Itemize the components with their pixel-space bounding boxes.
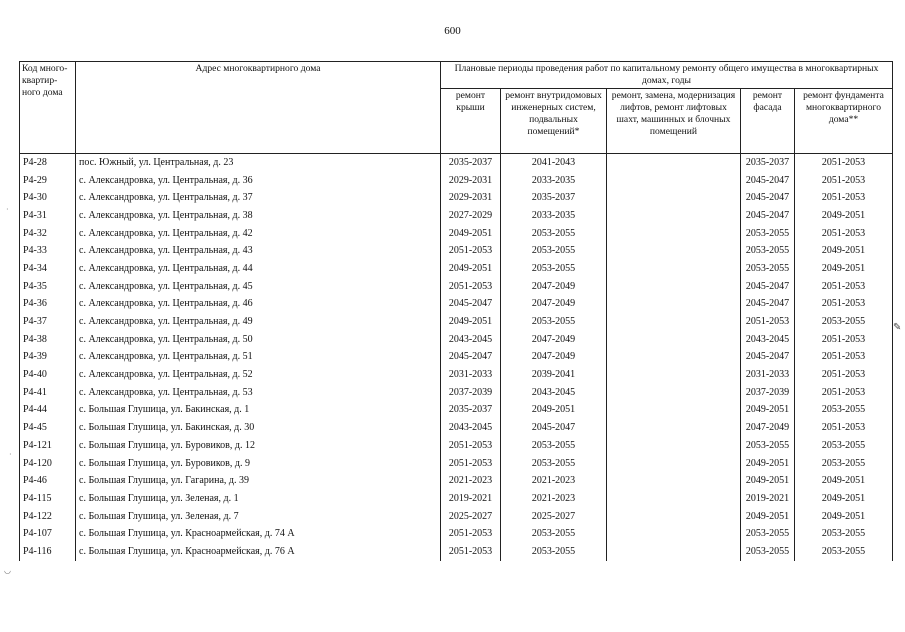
table-header — [20, 62, 893, 154]
cell-address: с. Большая Глушица, ул. Гагарина, д. 39 — [76, 472, 441, 490]
table-row — [20, 366, 893, 384]
cell-address: с. Александровка, ул. Центральная, д. 38 — [76, 207, 441, 225]
cell-roof: 2045-2047 — [441, 349, 501, 367]
cell-code: Р4-45 — [20, 419, 76, 437]
cell-foundation: 2051-2053 — [795, 189, 893, 207]
header-internal: ремонт внутридомовых инженерных систем, подвальных помещений* — [501, 89, 607, 154]
header-roof: ремонт крыши — [441, 89, 501, 154]
cell-roof: 2021-2023 — [441, 472, 501, 490]
capital-repair-table — [19, 61, 893, 561]
cell-elevators — [607, 525, 741, 543]
cell-internal: 2021-2023 — [501, 472, 607, 490]
cell-internal: 2039-2041 — [501, 366, 607, 384]
cell-code: Р4-107 — [20, 525, 76, 543]
table-row — [20, 508, 893, 526]
cell-roof: 2051-2053 — [441, 455, 501, 473]
table-row — [20, 384, 893, 402]
page-number: 600 — [444, 25, 461, 37]
cell-facade: 2031-2033 — [741, 366, 795, 384]
cell-code: Р4-46 — [20, 472, 76, 490]
cell-foundation: 2053-2055 — [795, 313, 893, 331]
cell-internal: 2045-2047 — [501, 419, 607, 437]
cell-foundation: 2049-2051 — [795, 242, 893, 260]
cell-facade: 2049-2051 — [741, 472, 795, 490]
cell-foundation: 2053-2055 — [795, 437, 893, 455]
scan-mark: ✎ — [893, 322, 902, 333]
cell-roof: 2051-2053 — [441, 278, 501, 296]
cell-roof: 2049-2051 — [441, 260, 501, 278]
cell-code: Р4-37 — [20, 313, 76, 331]
cell-internal: 2047-2049 — [501, 331, 607, 349]
cell-internal: 2043-2045 — [501, 384, 607, 402]
table-row — [20, 437, 893, 455]
cell-address: с. Большая Глушица, ул. Красноармейская, д. 76 А — [76, 543, 441, 561]
cell-code: Р4-36 — [20, 296, 76, 314]
cell-code: Р4-34 — [20, 260, 76, 278]
cell-internal: 2041-2043 — [501, 154, 607, 172]
cell-code: Р4-32 — [20, 225, 76, 243]
cell-foundation: 2053-2055 — [795, 402, 893, 420]
cell-elevators — [607, 225, 741, 243]
cell-facade: 2045-2047 — [741, 349, 795, 367]
cell-roof: 2029-2031 — [441, 189, 501, 207]
cell-address: с. Александровка, ул. Центральная, д. 50 — [76, 331, 441, 349]
cell-code: Р4-28 — [20, 154, 76, 172]
cell-internal: 2049-2051 — [501, 402, 607, 420]
cell-foundation: 2049-2051 — [795, 472, 893, 490]
cell-foundation: 2053-2055 — [795, 525, 893, 543]
cell-address: с. Александровка, ул. Центральная, д. 52 — [76, 366, 441, 384]
cell-foundation: 2049-2051 — [795, 508, 893, 526]
cell-elevators — [607, 366, 741, 384]
cell-elevators — [607, 419, 741, 437]
cell-roof: 2051-2053 — [441, 543, 501, 561]
cell-facade: 2051-2053 — [741, 313, 795, 331]
table-row — [20, 296, 893, 314]
cell-code: Р4-115 — [20, 490, 76, 508]
cell-foundation: 2051-2053 — [795, 419, 893, 437]
cell-roof: 2043-2045 — [441, 331, 501, 349]
cell-facade: 2045-2047 — [741, 296, 795, 314]
cell-code: Р4-120 — [20, 455, 76, 473]
cell-facade: 2049-2051 — [741, 402, 795, 420]
cell-elevators — [607, 278, 741, 296]
cell-facade: 2053-2055 — [741, 260, 795, 278]
cell-address: с. Большая Глушица, ул. Зеленая, д. 7 — [76, 508, 441, 526]
cell-elevators — [607, 437, 741, 455]
cell-roof: 2025-2027 — [441, 508, 501, 526]
cell-facade: 2053-2055 — [741, 543, 795, 561]
cell-elevators — [607, 331, 741, 349]
cell-foundation: 2051-2053 — [795, 296, 893, 314]
cell-elevators — [607, 313, 741, 331]
cell-address: с. Александровка, ул. Центральная, д. 53 — [76, 384, 441, 402]
table-row — [20, 189, 893, 207]
cell-address: с. Александровка, ул. Центральная, д. 37 — [76, 189, 441, 207]
cell-code: Р4-31 — [20, 207, 76, 225]
cell-facade: 2045-2047 — [741, 278, 795, 296]
cell-facade: 2045-2047 — [741, 189, 795, 207]
header-code: Код много-квартир-ного дома — [20, 62, 76, 154]
cell-internal: 2033-2035 — [501, 207, 607, 225]
table-row — [20, 525, 893, 543]
cell-elevators — [607, 543, 741, 561]
header-address: Адрес многоквартирного дома — [76, 62, 441, 154]
cell-address: с. Большая Глушица, ул. Буровиков, д. 9 — [76, 455, 441, 473]
cell-roof: 2045-2047 — [441, 296, 501, 314]
cell-roof: 2049-2051 — [441, 313, 501, 331]
cell-address: с. Большая Глушица, ул. Зеленая, д. 1 — [76, 490, 441, 508]
header-elevators: ремонт, замена, модернизация лифтов, ремонт лифтовых шахт, машинных и блочных помещений — [607, 89, 741, 154]
cell-roof: 2037-2039 — [441, 384, 501, 402]
cell-internal: 2053-2055 — [501, 543, 607, 561]
cell-address: с. Александровка, ул. Центральная, д. 45 — [76, 278, 441, 296]
cell-elevators — [607, 154, 741, 172]
cell-elevators — [607, 189, 741, 207]
cell-address: с. Александровка, ул. Центральная, д. 43 — [76, 242, 441, 260]
cell-elevators — [607, 455, 741, 473]
cell-facade: 2053-2055 — [741, 437, 795, 455]
cell-internal: 2035-2037 — [501, 189, 607, 207]
cell-facade: 2045-2047 — [741, 172, 795, 190]
cell-foundation: 2051-2053 — [795, 366, 893, 384]
cell-elevators — [607, 472, 741, 490]
cell-elevators — [607, 508, 741, 526]
table-row — [20, 278, 893, 296]
cell-internal: 2047-2049 — [501, 296, 607, 314]
table-row — [20, 349, 893, 367]
cell-code: Р4-30 — [20, 189, 76, 207]
cell-internal: 2047-2049 — [501, 278, 607, 296]
table-row — [20, 207, 893, 225]
cell-internal: 2053-2055 — [501, 313, 607, 331]
scan-mark: · — [6, 205, 9, 214]
table-row — [20, 260, 893, 278]
cell-elevators — [607, 172, 741, 190]
cell-address: с. Александровка, ул. Центральная, д. 44 — [76, 260, 441, 278]
cell-elevators — [607, 402, 741, 420]
cell-internal: 2047-2049 — [501, 349, 607, 367]
cell-foundation: 2051-2053 — [795, 225, 893, 243]
table-row — [20, 419, 893, 437]
cell-facade: 2053-2055 — [741, 525, 795, 543]
cell-facade: 2035-2037 — [741, 154, 795, 172]
cell-code: Р4-33 — [20, 242, 76, 260]
cell-code: Р4-40 — [20, 366, 76, 384]
cell-facade: 2053-2055 — [741, 242, 795, 260]
cell-code: Р4-122 — [20, 508, 76, 526]
cell-facade: 2043-2045 — [741, 331, 795, 349]
table-row — [20, 225, 893, 243]
cell-foundation: 2049-2051 — [795, 260, 893, 278]
cell-code: Р4-38 — [20, 331, 76, 349]
cell-roof: 2035-2037 — [441, 154, 501, 172]
cell-address: с. Александровка, ул. Центральная, д. 51 — [76, 349, 441, 367]
table-row — [20, 490, 893, 508]
cell-address: с. Александровка, ул. Центральная, д. 46 — [76, 296, 441, 314]
cell-address: с. Александровка, ул. Центральная, д. 49 — [76, 313, 441, 331]
cell-code: Р4-35 — [20, 278, 76, 296]
cell-roof: 2027-2029 — [441, 207, 501, 225]
cell-code: Р4-116 — [20, 543, 76, 561]
cell-internal: 2053-2055 — [501, 525, 607, 543]
cell-roof: 2049-2051 — [441, 225, 501, 243]
cell-roof: 2031-2033 — [441, 366, 501, 384]
cell-internal: 2021-2023 — [501, 490, 607, 508]
cell-address: с. Александровка, ул. Центральная, д. 42 — [76, 225, 441, 243]
header-facade: ремонт фасада — [741, 89, 795, 154]
table-row — [20, 543, 893, 561]
cell-internal: 2033-2035 — [501, 172, 607, 190]
header-periods: Плановые периоды проведения работ по капитальному ремонту общего имущества в многоквартирных домах, годы — [441, 62, 893, 89]
cell-foundation: 2051-2053 — [795, 331, 893, 349]
cell-roof: 2019-2021 — [441, 490, 501, 508]
cell-roof: 2051-2053 — [441, 525, 501, 543]
cell-code: Р4-29 — [20, 172, 76, 190]
cell-foundation: 2051-2053 — [795, 278, 893, 296]
table-row — [20, 455, 893, 473]
table-row — [20, 331, 893, 349]
cell-code: Р4-44 — [20, 402, 76, 420]
cell-internal: 2053-2055 — [501, 225, 607, 243]
cell-address: с. Большая Глушица, ул. Бакинская, д. 30 — [76, 419, 441, 437]
cell-facade: 2053-2055 — [741, 225, 795, 243]
cell-facade: 2037-2039 — [741, 384, 795, 402]
cell-roof: 2035-2037 — [441, 402, 501, 420]
cell-elevators — [607, 260, 741, 278]
cell-facade: 2019-2021 — [741, 490, 795, 508]
table-body — [20, 154, 893, 561]
cell-foundation: 2053-2055 — [795, 543, 893, 561]
cell-facade: 2045-2047 — [741, 207, 795, 225]
table-row — [20, 472, 893, 490]
cell-elevators — [607, 207, 741, 225]
cell-internal: 2053-2055 — [501, 455, 607, 473]
table-row — [20, 313, 893, 331]
cell-foundation: 2049-2051 — [795, 490, 893, 508]
table-row — [20, 154, 893, 172]
header-foundation: ремонт фундамента многоквартирного дома** — [795, 89, 893, 154]
cell-elevators — [607, 349, 741, 367]
cell-roof: 2029-2031 — [441, 172, 501, 190]
cell-address: с. Александровка, ул. Центральная, д. 36 — [76, 172, 441, 190]
cell-foundation: 2053-2055 — [795, 455, 893, 473]
cell-foundation: 2051-2053 — [795, 172, 893, 190]
cell-roof: 2043-2045 — [441, 419, 501, 437]
cell-internal: 2025-2027 — [501, 508, 607, 526]
table-row — [20, 242, 893, 260]
cell-foundation: 2051-2053 — [795, 384, 893, 402]
cell-address: пос. Южный, ул. Центральная, д. 23 — [76, 154, 441, 172]
scan-mark: · — [9, 450, 12, 459]
cell-facade: 2047-2049 — [741, 419, 795, 437]
cell-code: Р4-41 — [20, 384, 76, 402]
cell-elevators — [607, 296, 741, 314]
cell-address: с. Большая Глушица, ул. Красноармейская, д. 74 А — [76, 525, 441, 543]
cell-code: Р4-121 — [20, 437, 76, 455]
cell-roof: 2051-2053 — [441, 437, 501, 455]
cell-internal: 2053-2055 — [501, 260, 607, 278]
cell-code: Р4-39 — [20, 349, 76, 367]
scan-mark: ◡ — [4, 566, 11, 575]
cell-roof: 2051-2053 — [441, 242, 501, 260]
cell-elevators — [607, 384, 741, 402]
table-row — [20, 402, 893, 420]
cell-address: с. Большая Глушица, ул. Буровиков, д. 12 — [76, 437, 441, 455]
cell-internal: 2053-2055 — [501, 242, 607, 260]
cell-elevators — [607, 490, 741, 508]
cell-internal: 2053-2055 — [501, 437, 607, 455]
cell-facade: 2049-2051 — [741, 455, 795, 473]
cell-foundation: 2051-2053 — [795, 349, 893, 367]
cell-foundation: 2051-2053 — [795, 154, 893, 172]
cell-elevators — [607, 242, 741, 260]
cell-address: с. Большая Глушица, ул. Бакинская, д. 1 — [76, 402, 441, 420]
table-row — [20, 172, 893, 190]
cell-facade: 2049-2051 — [741, 508, 795, 526]
cell-foundation: 2049-2051 — [795, 207, 893, 225]
